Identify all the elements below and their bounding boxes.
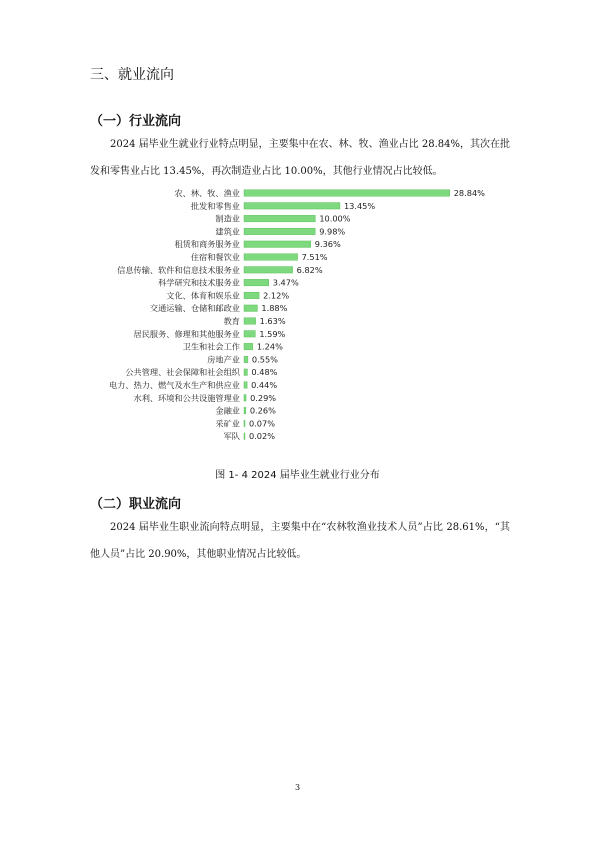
bar — [244, 292, 259, 299]
bar — [244, 407, 246, 414]
value-label: 1.88% — [261, 303, 288, 314]
category-label: 卫生和社会工作 — [182, 341, 240, 352]
category-label: 住宿和餐饮业 — [190, 252, 240, 262]
occupation-paragraph: 2024 届毕业生职业流向特点明显，主要集中在“农林牧渔业技术人员”占比 28.61%，“其他人员”占比 20.90%，其他职业情况占比较低。 — [90, 522, 510, 560]
value-label: 0.48% — [251, 367, 278, 378]
category-label: 教育 — [223, 316, 240, 326]
value-label: 0.02% — [249, 431, 276, 442]
category-label: 文化、体育和娱乐业 — [166, 290, 240, 301]
bar — [244, 241, 311, 248]
value-label: 0.29% — [250, 392, 277, 403]
category-label: 房地产业 — [207, 354, 240, 365]
category-label: 采矿业 — [215, 418, 240, 429]
value-label: 9.36% — [314, 239, 341, 250]
industry-bar-chart — [90, 186, 510, 448]
value-label: 9.98% — [319, 226, 346, 237]
category-label: 居民服务、修理和其他服务业 — [133, 328, 240, 339]
value-label: 3.47% — [272, 277, 299, 288]
bar — [244, 369, 247, 376]
value-label: 7.51% — [301, 252, 328, 262]
category-label: 金融业 — [215, 405, 240, 416]
category-label: 科学研究和技术服务业 — [158, 277, 240, 288]
category-label: 建筑业 — [215, 226, 240, 237]
value-label: 1.63% — [259, 316, 286, 326]
bar — [244, 203, 340, 210]
value-label: 0.26% — [249, 405, 276, 416]
bar — [244, 343, 253, 350]
category-label: 信息传输、软件和信息技术服务业 — [117, 264, 240, 275]
value-label: 0.44% — [251, 380, 278, 390]
bar — [244, 420, 245, 427]
bar — [244, 190, 450, 197]
category-label: 农、林、牧、渔业 — [174, 188, 240, 198]
section-title: 三、就业流向 — [90, 67, 174, 83]
bar — [244, 318, 256, 325]
value-label: 13.45% — [343, 200, 376, 211]
bar — [244, 228, 315, 235]
bar — [244, 305, 257, 312]
category-label: 租赁和商务服务业 — [174, 239, 240, 250]
value-label: 0.55% — [251, 354, 278, 365]
value-label: 1.24% — [256, 341, 283, 352]
value-label: 28.84% — [453, 188, 485, 198]
category-label: 电力、热力、燃气及水生产和供应业 — [108, 380, 240, 390]
category-label: 水利、环境和公共设施管理业 — [133, 392, 240, 403]
category-label: 批发和零售业 — [190, 200, 240, 211]
figure-caption: 图 1- 4 2024 届毕业生就业行业分布 — [215, 470, 380, 481]
industry-heading: （一）行业流向 — [90, 114, 182, 129]
page-number: 3 — [294, 783, 301, 792]
category-label: 制造业 — [215, 213, 240, 224]
value-label: 2.12% — [263, 290, 290, 301]
bar — [244, 331, 255, 338]
bar — [244, 356, 248, 363]
bar — [244, 382, 247, 389]
bar — [244, 215, 315, 222]
category-label: 军队 — [223, 431, 240, 442]
industry-paragraph: 2024 届毕业生就业行业特点明显，主要集中在农、林、牧、渔业占比 28.84%，其次在批发和零售业占比 13.45%，再次制造业占比 10.00%，其他行业情况占比较低。 — [90, 139, 510, 177]
value-label: 6.82% — [296, 264, 323, 275]
value-label: 1.59% — [259, 328, 286, 339]
bar — [244, 279, 269, 286]
value-label: 10.00% — [319, 213, 351, 224]
bar — [244, 395, 246, 402]
category-label: 交通运输、仓储和邮政业 — [149, 303, 240, 314]
category-label: 公共管理、社会保障和社会组织 — [125, 367, 240, 378]
bar — [244, 254, 298, 261]
bar — [244, 267, 293, 274]
occupation-heading: （二）职业流向 — [90, 497, 182, 512]
bar — [244, 433, 245, 440]
value-label: 0.07% — [249, 418, 276, 429]
